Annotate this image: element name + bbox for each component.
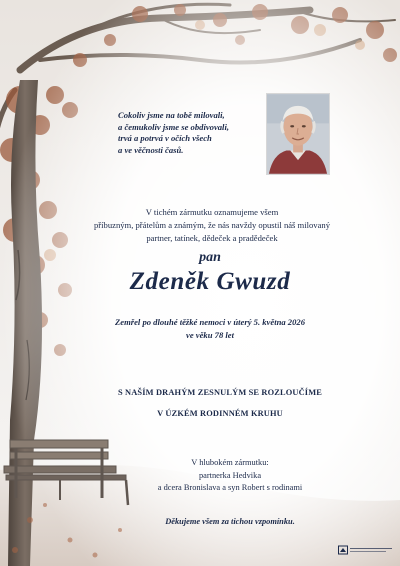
announcement-line: příbuzným, přátelům a známým, že nás navždy opustil náš milovaný bbox=[93, 219, 331, 230]
death-line: Zemřel po dlouhé těžké nemoci v úterý 5. května 2026 bbox=[115, 317, 305, 327]
farewell-line: V ÚZKÉM RODINNÉM KRUHU bbox=[157, 409, 283, 418]
farewell-line: S NAŠÍM DRAHÝM ZESNULÝM SE ROZLOUČÍME bbox=[117, 388, 322, 397]
mourners-line: V hlubokém zármutku: bbox=[191, 458, 269, 467]
farewell-notice bbox=[70, 382, 370, 424]
funeral-service-logo-icon bbox=[338, 545, 394, 555]
announcement-text bbox=[70, 206, 354, 244]
announcement-line: partner, tatínek, dědeček a pradědeček bbox=[146, 232, 278, 243]
portrait-illustration bbox=[267, 94, 329, 174]
announcement-line: V tichém zármutku oznamujeme všem bbox=[145, 207, 279, 217]
mourners-line: partnerka Hedvika bbox=[198, 470, 262, 480]
quote-line: a čemukoliv jsme se obdivovali, bbox=[118, 121, 229, 132]
death-line: ve věku 78 let bbox=[186, 329, 234, 340]
quote-line: trvá a potrvá v očích všech bbox=[118, 133, 212, 144]
thanks-line: Děkujeme všem za tichou vzpomínku. bbox=[165, 517, 295, 526]
honorific: pan bbox=[199, 250, 221, 265]
quote-line: Cokoliv jsme na tobě milovali, bbox=[118, 110, 225, 120]
deceased-name: Zdeněk Gwuzd bbox=[129, 268, 291, 295]
memorial-quote bbox=[118, 110, 266, 156]
death-details bbox=[70, 316, 350, 341]
mourners-list bbox=[115, 457, 345, 495]
mourners-line: a dcera Bronislava a syn Robert s rodinami bbox=[157, 483, 303, 493]
quote-line: a ve věčnosti časů. bbox=[118, 144, 184, 155]
portrait-photo bbox=[266, 93, 330, 175]
